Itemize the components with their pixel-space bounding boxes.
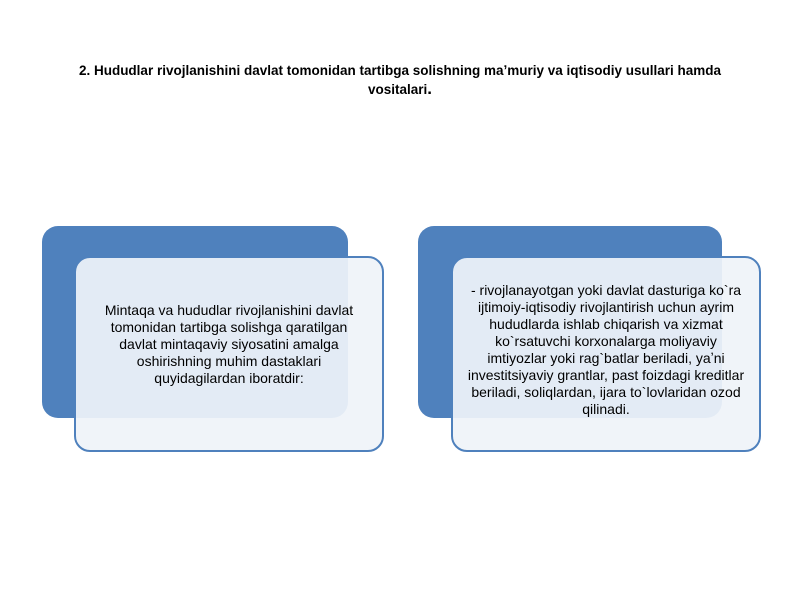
right-card-text: - rivojlanayotgan yoki davlat dasturiga ko`ra ijtimoiy-iqtisodiy rivojlantirish uchun ayrim hududlarda ishlab chiqarish va xizmat ko`rsatuvchi korxonalarga moliyaviy imtiyozlar yoki rag`batlar beriladi, yaʼni investitsiyaviy grantlar, past foizdagi kreditlar beriladi, soliqlardan, ijara to`lovlaridan ozod qilinadi. bbox=[467, 282, 745, 417]
right-card bbox=[451, 256, 761, 452]
slide-title bbox=[60, 62, 740, 99]
slide-title-period: . bbox=[427, 79, 432, 98]
left-card bbox=[74, 256, 384, 452]
left-card-text: Mintaqa va hududlar rivojlanishini davlat tomonidan tartibga solishga qaratilgan davlat mintaqaviy siyosatini amalga oshirishning muhim dastaklari quyidagilardan iboratdir: bbox=[104, 301, 354, 386]
slide-title-text: 2. Hududlar rivojlanishini davlat tomonidan tartibga solishning maʼmuriy va iqtisodiy usullari hamda vositalari bbox=[78, 63, 722, 97]
